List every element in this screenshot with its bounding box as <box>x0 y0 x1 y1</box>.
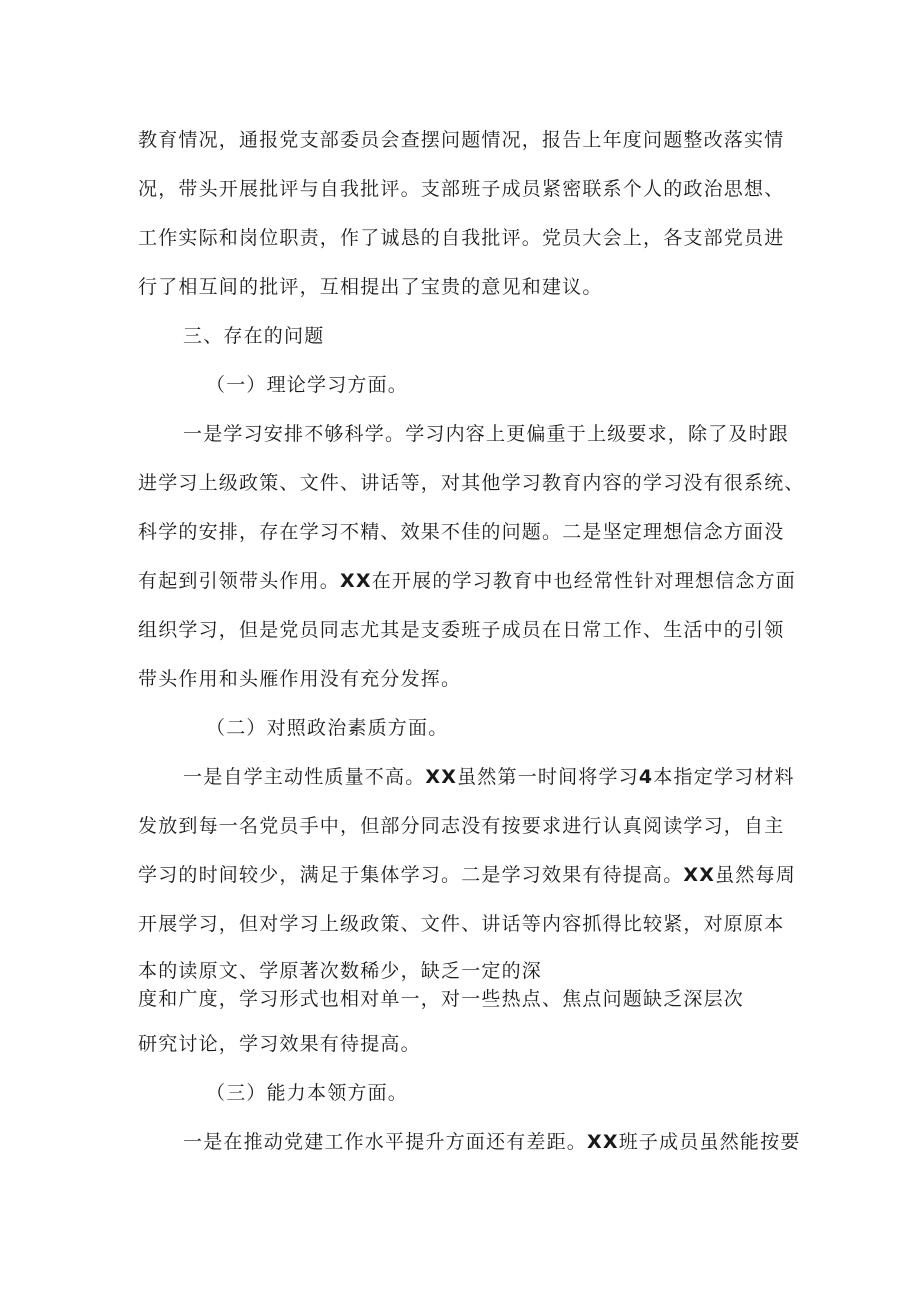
body-line: 一是学习安排不够科学。学习内容上更偏重于上级要求，除了及时跟 <box>183 423 790 445</box>
text-run: 本指定学习材料 <box>653 766 795 788</box>
text-run: 虽然第一时间将学习 <box>457 766 639 788</box>
body-line <box>183 1130 801 1154</box>
text-run: 学习的时间较少，满足于集体学习。二是学习效果有待提高。 <box>138 864 684 886</box>
body-line: 本的读原文、学原著次数稀少，缺乏一定的深 <box>138 960 543 982</box>
body-line: 度和广度，学习形式也相对单一，对一些热点、焦点问题缺乏深层次 <box>138 988 745 1010</box>
text-run: 在开展的学习教育中也经常性针对理想信念方面 <box>371 570 796 592</box>
body-line: 进学习上级政策、文件、讲话等，对其他学习教育内容的学习没有很系统、 <box>138 472 805 494</box>
text-run: 一是在推动党建工作水平提升方面还有差距。 <box>183 1131 588 1153</box>
body-line <box>138 863 796 887</box>
body-line: 行了相互间的批评，互相提出了宝贵的意见和建议。 <box>138 276 603 298</box>
placeholder-name: XX <box>340 570 372 592</box>
body-line: 研究讨论，学习效果有待提高。 <box>138 1033 421 1055</box>
body-line: 发放到每一名党员手中，但部分同志没有按要求进行认真阅读学习，自主 <box>138 815 785 837</box>
text-run: 班子成员虽然能按要 <box>618 1131 801 1153</box>
body-line: 组织学习，但是党员同志尤其是支委班子成员在日常工作、生活中的引领 <box>138 619 785 641</box>
placeholder-name: XX <box>587 1131 619 1153</box>
subsection-heading: （一）理论学习方面。 <box>206 374 409 396</box>
placeholder-name: XX <box>683 864 716 886</box>
body-line: 开展学习，但对学习上级政策、文件、讲话等内容抓得比较紧，对原原本 <box>138 913 785 935</box>
body-line: 况，带头开展批评与自我批评。支部班子成员紧密联系个人的政治思想、 <box>138 178 785 200</box>
material-count: 4 <box>638 766 654 788</box>
body-line: 带头作用和头雁作用没有充分发挥。 <box>138 668 462 690</box>
section-heading: 三、存在的问题 <box>183 325 325 347</box>
text-run: 一是自学主动性质量不高。 <box>183 766 426 788</box>
text-run: 虽然每周 <box>715 864 796 886</box>
body-line <box>138 569 796 593</box>
subsection-heading: （二）对照政治素质方面。 <box>206 717 449 739</box>
text-run: 有起到引领带头作用。 <box>138 570 341 592</box>
placeholder-name: XX <box>425 766 458 788</box>
body-line <box>183 765 795 789</box>
body-line: 科学的安排，存在学习不精、效果不佳的问题。二是坚定理想信念方面没 <box>138 521 785 543</box>
subsection-heading: （三）能力本领方面。 <box>206 1082 409 1104</box>
body-line: 工作实际和岗位职责，作了诚恳的自我批评。党员大会上，各支部党员进 <box>138 227 785 249</box>
body-line: 教育情况，通报党支部委员会查摆问题情况，报告上年度问题整改落实情 <box>138 129 785 151</box>
